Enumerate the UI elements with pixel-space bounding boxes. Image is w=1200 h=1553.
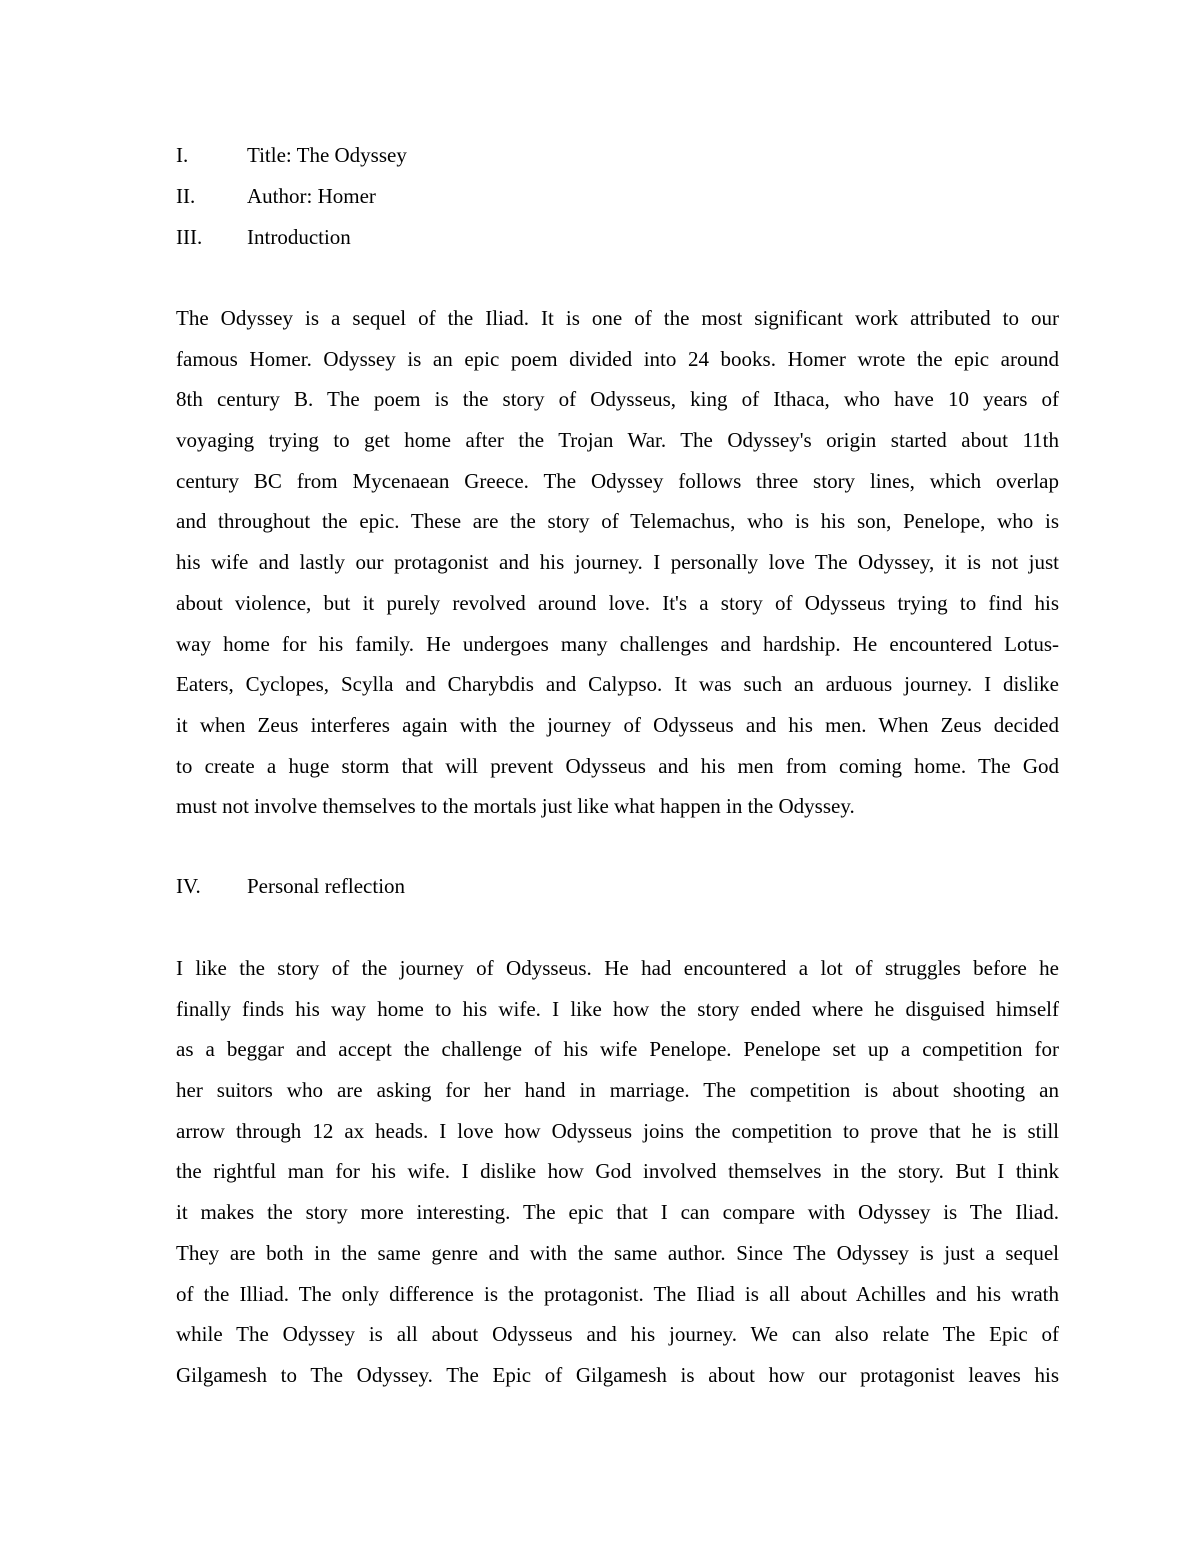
paragraph-line: They are both in the same genre and with the same author. Since The Odyssey is just a sequel [176, 1240, 1059, 1265]
outline-text: Title: The Odyssey [247, 143, 407, 167]
paragraph-line: famous Homer. Odyssey is an epic poem divided into 24 books. Homer wrote the epic around [176, 346, 1059, 371]
paragraph-line: Eaters, Cyclopes, Scylla and Charybdis and Calypso. It was such an arduous journey. I dislike [176, 672, 1059, 697]
paragraph-line: arrow through 12 ax heads. I love how Odysseus joins the competition to prove that he is still [176, 1118, 1059, 1143]
outline-text: Personal reflection [247, 874, 406, 898]
outline-text: Author: Homer [247, 184, 376, 208]
paragraph-line: voyaging trying to get home after the Trojan War. The Odyssey's origin started about 11th [176, 428, 1059, 453]
paragraph-line: while The Odyssey is all about Odysseus and his journey. We can also relate The Epic of [176, 1322, 1059, 1347]
paragraph-line: I like the story of the journey of Odysseus. He had encountered a lot of struggles before he [176, 956, 1059, 980]
outline-item-title [176, 142, 407, 168]
outline-item-introduction [176, 224, 351, 250]
paragraph-line: must not involve themselves to the mortals just like what happen in the Odyssey. [176, 794, 855, 819]
paragraph-line: his wife and lastly our protagonist and his journey. I personally love The Odyssey, it is not just [176, 550, 1059, 575]
outline-text: Introduction [247, 225, 351, 249]
paragraph-line: way home for his family. He undergoes many challenges and hardship. He encountered Lotus- [176, 631, 1059, 656]
paragraph-line: finally finds his way home to his wife. I like how the story ended where he disguised himself [176, 996, 1059, 1021]
outline-item-author [176, 183, 376, 209]
paragraph-line: her suitors who are asking for her hand in marriage. The competition is about shooting an [176, 1078, 1059, 1103]
paragraph-line: of the Illiad. The only difference is the protagonist. The Iliad is all about Achilles and his wrath [176, 1281, 1059, 1306]
paragraph-line: as a beggar and accept the challenge of his wife Penelope. Penelope set up a competition for [176, 1037, 1059, 1062]
paragraph-line: Gilgamesh to The Odyssey. The Epic of Gilgamesh is about how our protagonist leaves his [176, 1362, 1059, 1387]
outline-numeral: I. [176, 143, 189, 167]
outline-numeral: III. [176, 225, 203, 249]
paragraph-line: it when Zeus interferes again with the journey of Odysseus and his men. When Zeus decided [176, 712, 1059, 737]
outline-item-personal-reflection [176, 873, 405, 899]
outline-numeral: IV. [176, 874, 201, 898]
outline-numeral: II. [176, 184, 196, 208]
paragraph-line: century BC from Mycenaean Greece. The Odyssey follows three story lines, which overlap [176, 468, 1059, 493]
paragraph-line: The Odyssey is a sequel of the Iliad. It is one of the most significant work attributed to our [176, 306, 1059, 330]
paragraph-line: it makes the story more interesting. The epic that I can compare with Odyssey is The Iliad. [176, 1200, 1059, 1225]
reflection-paragraph [176, 948, 1059, 1396]
paragraph-line: and throughout the epic. These are the story of Telemachus, who is his son, Penelope, who is [176, 509, 1059, 534]
paragraph-line: 8th century B. The poem is the story of Odysseus, king of Ithaca, who have 10 years of [176, 387, 1059, 412]
paragraph-line: about violence, but it purely revolved around love. It's a story of Odysseus trying to find his [176, 590, 1059, 615]
introduction-paragraph [176, 298, 1059, 827]
paragraph-line: the rightful man for his wife. I dislike how God involved themselves in the story. But I think [176, 1159, 1059, 1184]
paragraph-line: to create a huge storm that will prevent Odysseus and his men from coming home. The God [176, 753, 1059, 778]
